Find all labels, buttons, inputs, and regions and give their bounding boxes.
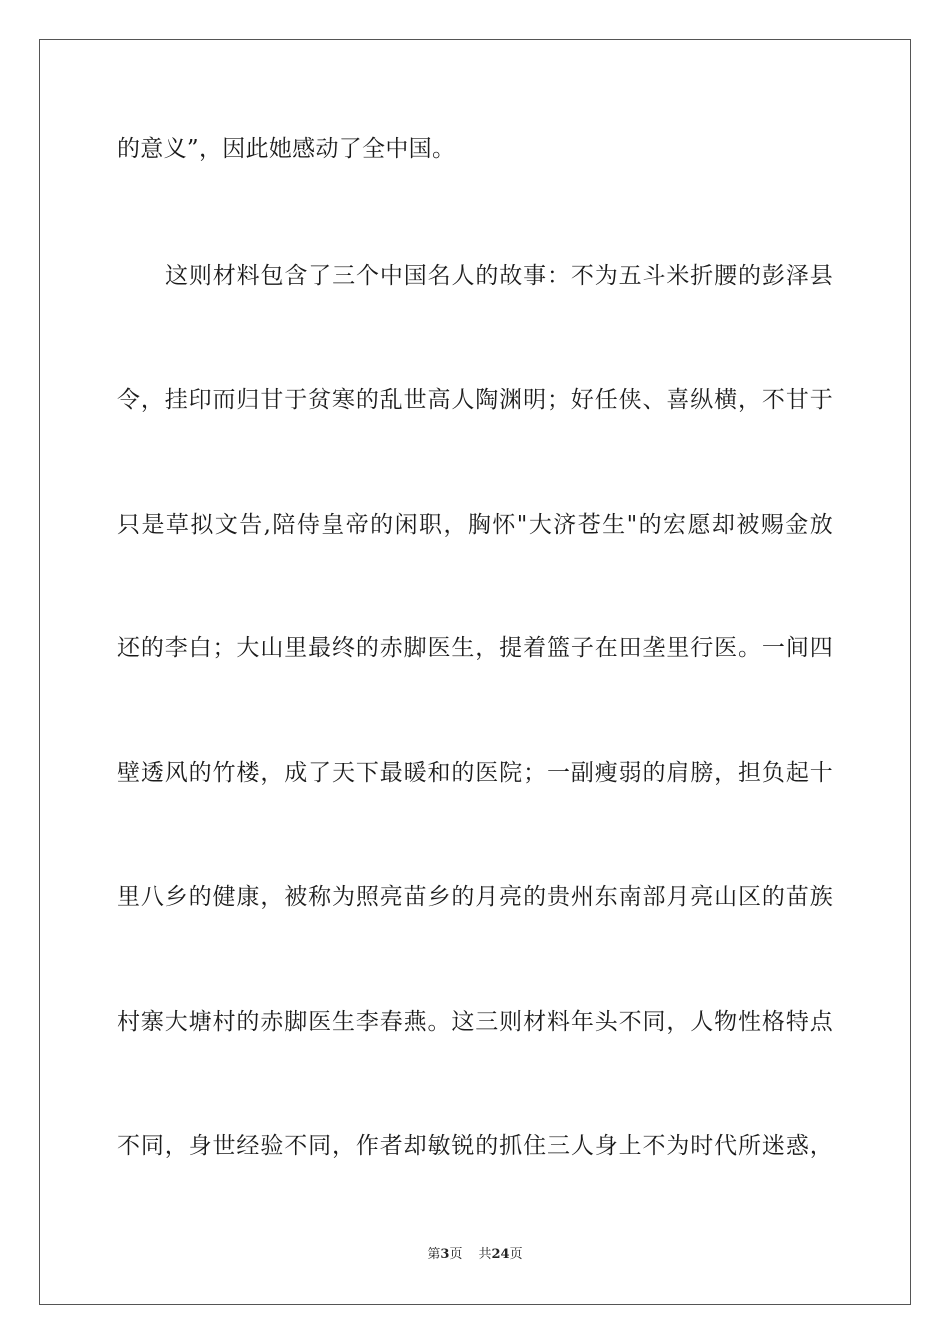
page-suffix: 页	[449, 1247, 463, 1262]
total-suffix: 页	[509, 1247, 523, 1262]
text-line-3: 令，挂印而归甘于贫寒的乱世高人陶渊明；好任侠、喜纵横，不甘于	[117, 387, 833, 413]
text-line-2: 这则材料包含了三个中国名人的故事：不为五斗米折腰的彭泽县	[165, 263, 833, 289]
total-prefix: 共	[478, 1247, 492, 1262]
text-line-1: 的意义”，因此她感动了全中国。	[117, 136, 456, 162]
page-prefix: 第	[427, 1247, 441, 1262]
total-pages-number: 24	[491, 1247, 510, 1262]
current-page-number: 3	[440, 1247, 450, 1262]
text-line-8: 村寨大塘村的赤脚医生李春燕。这三则材料年头不同，人物性格特点	[117, 1009, 833, 1035]
text-line-7: 里八乡的健康，被称为照亮苗乡的月亮的贵州东南部月亮山区的苗族	[117, 884, 833, 910]
text-line-6: 壁透风的竹楼，成了天下最暖和的医院；一副瘦弱的肩膀，担负起十	[117, 760, 833, 786]
page-footer	[0, 1246, 950, 1264]
text-line-4: 只是草拟文告,陪侍皇帝的闲职，胸怀"大济苍生"的宏愿却被赐金放	[117, 512, 833, 538]
text-line-9: 不同，身世经验不同，作者却敏锐的抓住三人身上不为时代所迷惑，	[117, 1133, 833, 1159]
text-line-5: 还的李白；大山里最终的赤脚医生，提着篮子在田垄里行医。一间四	[117, 635, 833, 661]
page-border	[39, 39, 911, 1305]
